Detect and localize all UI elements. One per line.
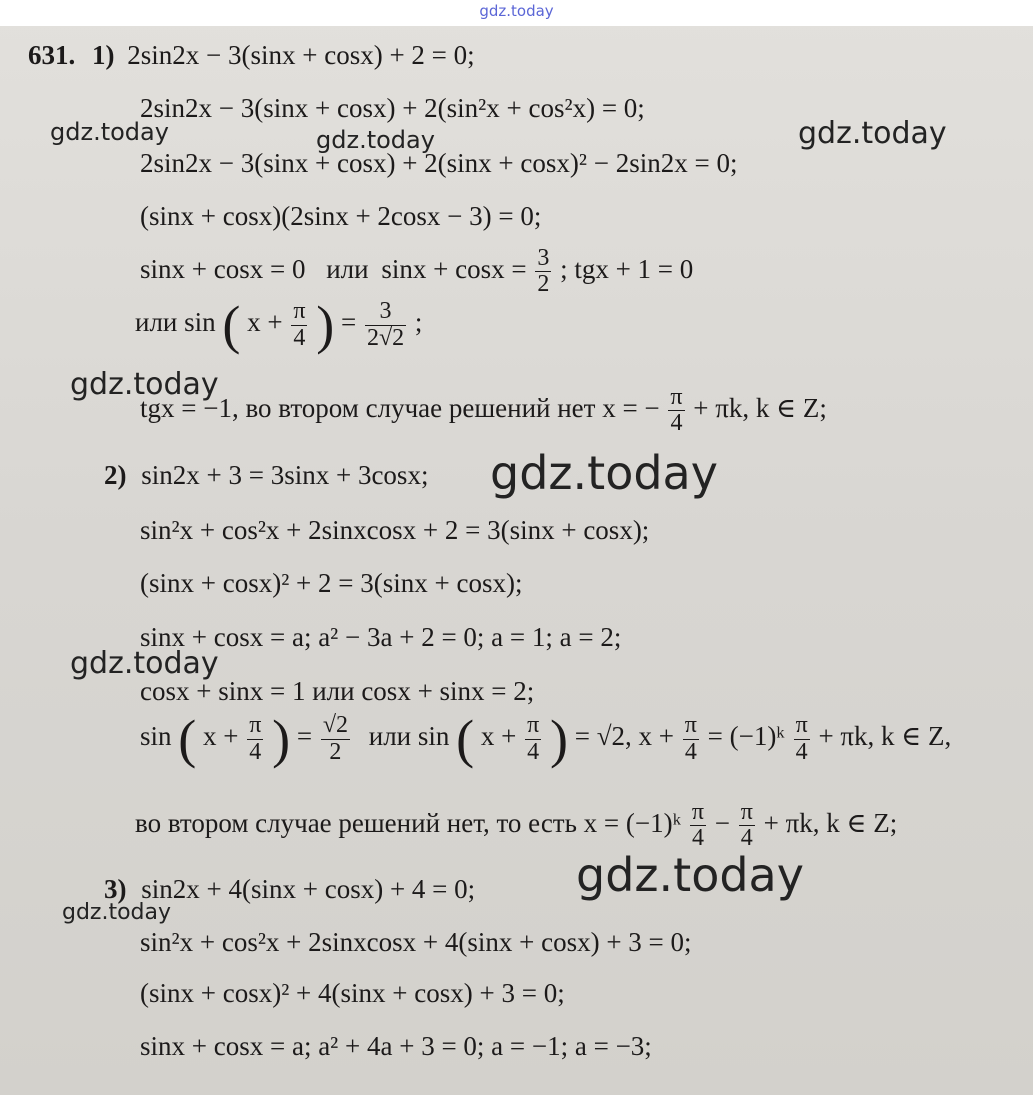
part-2-label: 2) [104,460,127,490]
p1-l6-pi-fraction [291,299,307,350]
top-watermark[interactable]: gdz.today [479,2,554,20]
p3-line-3: (sinx + cosx)² + 4(sinx + cosx) + 3 = 0; [140,978,565,1008]
p2-l7-pi-fraction-2 [739,800,755,851]
p1-l6-eq: = [340,307,357,338]
frac-den: 2 [537,271,550,298]
p1-l6-x: x + [247,307,283,338]
frac-den: 2 [321,739,350,765]
frac-den: 4 [291,325,307,351]
frac-num: π [795,712,808,739]
watermark: gdz.today [70,646,219,681]
left-paren: ( [222,295,241,355]
watermark: gdz.today [490,446,718,500]
p2-l6-root-fraction [321,713,350,764]
p1-line-4: (sinx + cosx)(2sinx + 2cosx − 3) = 0; [140,201,542,231]
frac-num: π [670,384,683,410]
p2-l6-pi-fraction-4 [794,713,810,764]
p2-l6-sin: sin [140,721,172,752]
p2-l6-tail: = (−1)ᵏ [707,721,785,752]
p1-line-6 [135,295,423,355]
p1-line-1: 2sin2x − 3(sinx + cosx) + 2 = 0; [127,40,475,70]
p2-l6-x2: x + [480,721,517,752]
p2-line-7 [135,800,897,851]
problem-number: 631. [28,40,76,70]
p1-line-7 [140,385,827,436]
watermark: gdz.today [62,900,172,925]
p2-l6-pi-fraction-2 [525,713,541,764]
p3-line-2: sin²x + cos²x + 2sinxcosx + 4(sinx + cosx) + 3 = 0; [140,927,692,957]
frac-num: π [527,712,540,739]
p1-line-3: 2sin2x − 3(sinx + cosx) + 2(sinx + cosx)² − 2sin2x = 0; [140,148,738,178]
p2-l6-or-sin: или sin [368,721,450,752]
frac-den: 4 [668,410,684,436]
watermark: gdz.today [70,367,219,402]
problem-line-1 [28,42,475,69]
p2-l6-x: x + [203,721,239,752]
right-paren: ) [316,295,335,355]
left-paren: ( [178,709,197,769]
frac-den: 4 [525,739,541,765]
watermark: gdz.today [50,118,169,146]
frac-num: π [249,712,262,739]
p2-l6-pi-fraction-3 [683,713,699,764]
p2-l7-pi-fraction [690,800,706,851]
watermark: gdz.today [576,848,804,902]
p2-l6-pi-fraction [247,713,263,764]
left-paren: ( [456,709,475,769]
p1-l6-fraction [365,299,406,350]
p1-l6-end: ; [414,307,423,338]
p3-line-4: sinx + cosx = a; a² + 4a + 3 = 0; a = −1; a = −3; [140,1031,652,1061]
part-3-label: 3) [104,874,127,904]
p2-l7-end: + πk, k ∈ Z; [763,807,898,838]
p2-line-3: (sinx + cosx)² + 2 = 3(sinx + cosx); [140,568,523,598]
watermark: gdz.today [798,116,947,151]
frac-den: 4 [690,825,706,851]
p2-line-6 [140,709,952,769]
frac-num: √2 [322,712,348,739]
p1-l5-tail: ; tgx + 1 = 0 [560,253,694,284]
p1-l5-or: или [326,253,369,284]
frac-den: 4 [794,739,810,765]
p2-l1-text: sin2x + 3 = 3sinx + 3cosx; [141,460,429,490]
frac-den: 4 [247,739,263,765]
p2-line-1 [104,462,428,489]
frac-num: 3 [537,245,550,271]
frac-num: π [740,799,753,825]
p2-l7-minus: − [714,807,730,838]
p1-l5-eq-a: sinx + cosx = 0 [140,253,306,284]
p1-l7-text: tgx = −1, во втором случае решений нет x = − [140,392,660,423]
right-paren: ) [549,709,568,769]
p1-line-2: 2sin2x − 3(sinx + cosx) + 2(sin²x + cos²x) = 0; [140,93,645,123]
frac-num: 3 [379,298,392,325]
p2-line-4: sinx + cosx = a; a² − 3a + 2 = 0; a = 1; a = 2; [140,622,622,652]
frac-den: 4 [683,739,699,765]
p1-l6-or-sin: или sin [135,307,216,338]
frac-num: π [684,712,697,739]
watermark: gdz.today [316,126,435,154]
part-1-label: 1) [92,40,115,70]
p1-l7-end: + πk, k ∈ Z; [693,392,827,423]
p2-line-5: cosx + sinx = 1 или cosx + sinx = 2; [140,676,535,706]
top-banner [0,0,1033,26]
p1-line-5 [140,246,693,297]
p1-l7-fraction [668,385,684,436]
frac-den: 2√2 [366,324,405,351]
p2-l6-eq: = [296,721,313,752]
p2-line-2: sin²x + cos²x + 2sinxcosx + 2 = 3(sinx + cosx); [140,515,650,545]
p3-line-1 [104,876,475,903]
p1-l5-eq-b: sinx + cosx = [381,253,527,284]
frac-num: π [691,799,704,825]
p1-l5-fraction [535,246,551,297]
p2-l7-text: во втором случае решений нет, то есть x = (−1)ᵏ [135,807,682,838]
p2-l6-eq2: = √2, x + [574,721,674,752]
p2-l6-end: + πk, k ∈ Z, [818,721,952,752]
p3-l1-text: sin2x + 4(sinx + cosx) + 4 = 0; [141,874,476,904]
right-paren: ) [272,709,291,769]
frac-num: π [293,298,306,325]
frac-den: 4 [739,825,755,851]
